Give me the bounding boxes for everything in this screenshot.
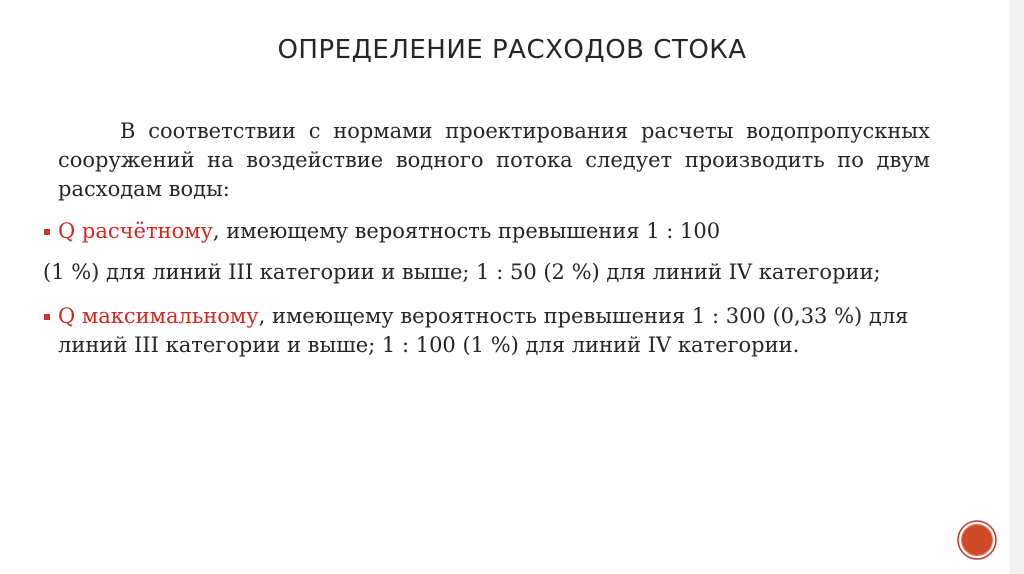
bullet-text: , имеющему вероятность превышения 1 : 300 (0,33 %) для линий III категории и выше; 1 : 100 (1 %) для линий IV категории. bbox=[58, 304, 909, 357]
intro-paragraph: В соответствии с нормами проектирования расчеты водопропускных сооружений на воздействие водного потока следует производить по двум расходам воды: bbox=[58, 119, 930, 201]
bullet-text: , имеющему вероятность превышения 1 : 100 bbox=[212, 219, 721, 243]
bullet-marker-icon bbox=[44, 229, 50, 235]
slide-title: ОПРЕДЕЛЕНИЕ РАСХОДОВ СТОКА bbox=[277, 35, 747, 65]
slide-body bbox=[43, 117, 930, 360]
bullet-item-calculated bbox=[58, 217, 930, 246]
slide-badge-icon bbox=[957, 520, 997, 560]
q-label: Q bbox=[58, 304, 76, 328]
side-bar bbox=[1010, 0, 1024, 574]
bullet-marker-icon bbox=[44, 314, 50, 320]
q-label: Q bbox=[58, 219, 76, 243]
calculated-flow-term: расчётному bbox=[81, 219, 213, 243]
maximum-flow-term: максимальному bbox=[81, 304, 259, 328]
bullet-item-maximum bbox=[58, 302, 930, 360]
bullet-continuation: (1 %) для линий III категории и выше; 1 : 50 (2 %) для линий IV категории; bbox=[43, 260, 881, 284]
